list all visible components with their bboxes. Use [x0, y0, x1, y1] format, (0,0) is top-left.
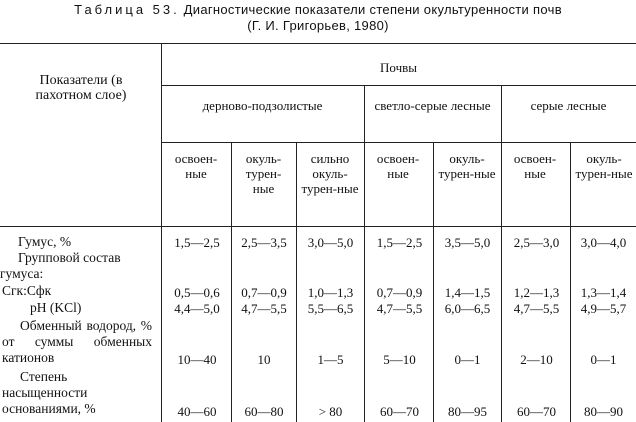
- sub-border-3: [433, 142, 434, 422]
- table-cell: 1—5: [317, 352, 344, 367]
- soils-rule: [161, 85, 636, 86]
- subheader-cultivated-1: окуль-турен-ные: [245, 151, 282, 196]
- table-cell: 0,5—0,6: [174, 285, 220, 300]
- table-cell: > 80: [318, 404, 343, 419]
- indicator-column-header: Показатели (в пахотном слое): [35, 73, 127, 103]
- table-cell: 80—90: [584, 404, 623, 419]
- sub-border-4: [570, 142, 571, 422]
- table-cell: 0—1: [590, 352, 617, 367]
- table-cell: 80—95: [448, 404, 487, 419]
- table-cell: 1,4—1,5: [444, 285, 491, 300]
- subheader-developed-3: освоен-ные: [513, 151, 557, 181]
- table-cell: 60—70: [517, 404, 556, 419]
- header-bottom-rule: [0, 226, 636, 227]
- row-label-ph: pH (KCl): [30, 300, 82, 315]
- table-cell: 6,0—6,5: [444, 301, 491, 316]
- group-header-light-grey-forest: светло-серые лесные: [374, 98, 491, 113]
- row-label-exchange-hydrogen: Обменный водород, % от суммы обменных катионов: [2, 318, 152, 365]
- table-cell: 2—10: [520, 352, 553, 367]
- row-label-humus-group: Групповой состав гумуса:: [0, 250, 121, 281]
- table-title: Диагностические показатели степени окультуренности почв: [183, 2, 562, 17]
- table-cell: 4,9—5,7: [580, 301, 627, 316]
- groups-rule: [161, 142, 636, 143]
- table-cell: 0,7—0,9: [376, 285, 423, 300]
- group-header-sod-podzolic: дерново-подзолистые: [202, 98, 323, 113]
- group-border-2: [501, 85, 502, 422]
- table-number: Таблица 53.: [74, 2, 180, 17]
- subheader-cultivated-3: окуль-турен-ные: [575, 151, 633, 181]
- table-cell: 4,7—5,5: [241, 301, 287, 316]
- table-cell: 2,5—3,0: [513, 235, 560, 250]
- group-border-1: [364, 85, 365, 422]
- sub-border-1: [231, 142, 232, 422]
- group-header-grey-forest: серые лесные: [530, 98, 607, 113]
- sub-border-2: [296, 142, 297, 422]
- table-cell: 10—40: [177, 352, 217, 367]
- table-cell: 0—1: [454, 352, 481, 367]
- table-source: (Г. И. Григорьев, 1980): [247, 18, 389, 33]
- table-cell: 1,0—1,3: [307, 285, 354, 300]
- table-cell: 1,5—2,5: [174, 235, 220, 250]
- table-cell: 1,2—1,3: [513, 285, 560, 300]
- table-cell: 5—10: [383, 352, 416, 367]
- row-label-base-saturation: Степень насыщенности основаниями, %: [2, 369, 96, 416]
- table-cell: 4,4—5,0: [174, 301, 220, 316]
- table-cell: 10: [257, 352, 271, 367]
- table-caption: [0, 2, 636, 34]
- subheader-developed-1: освоен-ные: [174, 151, 218, 181]
- soils-header: Почвы: [380, 60, 417, 75]
- subheader-cultivated-2: окуль-турен-ные: [438, 151, 496, 181]
- row-label-cgk-cfk: Cгк:Cфк: [2, 283, 52, 298]
- table-cell: 5,5—6,5: [307, 301, 354, 316]
- table-cell: 60—70: [380, 404, 419, 419]
- table-cell: 4,7—5,5: [513, 301, 560, 316]
- table-top-rule: [0, 43, 636, 44]
- table-cell: 60—80: [244, 404, 284, 419]
- subheader-developed-2: освоен-ные: [376, 151, 420, 181]
- table-cell: 40—60: [177, 404, 217, 419]
- row-label-humus: Гумус, %: [18, 234, 72, 249]
- table-cell: 1,3—1,4: [580, 285, 627, 300]
- table-cell: 1,5—2,5: [376, 235, 423, 250]
- table-cell: 0,7—0,9: [241, 285, 287, 300]
- subheader-highly-cultivated-1: сильно окуль-турен-ные: [301, 151, 359, 196]
- table-cell: 3,0—4,0: [580, 235, 627, 250]
- table-cell: 3,0—5,0: [307, 235, 354, 250]
- table-cell: 3,5—5,0: [444, 235, 491, 250]
- table-cell: 2,5—3,5: [241, 235, 287, 250]
- table-cell: 4,7—5,5: [376, 301, 423, 316]
